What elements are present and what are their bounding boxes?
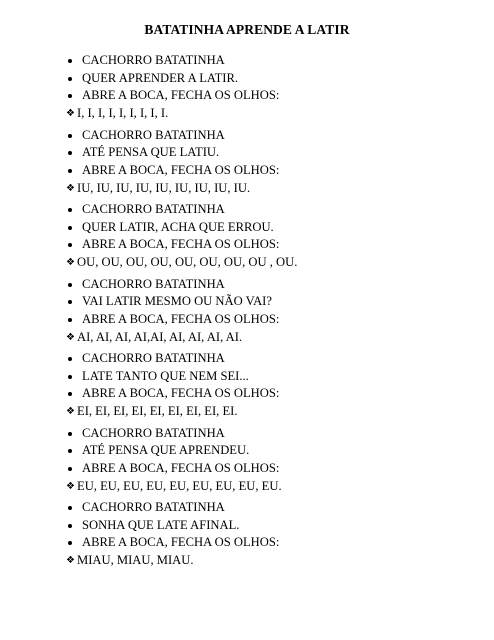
bullet-line xyxy=(66,87,466,105)
line-text: CACHORRO BATATINHA xyxy=(82,500,225,514)
refrain-text: IU, IU, IU, IU, IU, IU, IU, IU, IU. xyxy=(77,180,251,195)
stanza xyxy=(66,350,466,421)
line-text: ATÉ PENSA QUE APRENDEU. xyxy=(82,443,250,458)
line-text: ABRE A BOCA, FECHA OS OLHOS: xyxy=(82,386,280,401)
refrain-text: AI, AI, AI, AI,AI, AI, AI, AI, AI. xyxy=(77,329,243,344)
bullet-dot-icon xyxy=(68,283,72,287)
line-text: ABRE A BOCA, FECHA OS OLHOS: xyxy=(82,88,280,103)
bullet-line xyxy=(66,236,466,254)
line-text: SONHA QUE LATE AFINAL. xyxy=(82,517,240,532)
bullet-dot-icon xyxy=(68,318,72,322)
bullet-line xyxy=(66,293,466,311)
stanza xyxy=(66,201,466,272)
bullet-line xyxy=(66,385,466,403)
bullet-line xyxy=(66,219,466,237)
bullet-dot-icon xyxy=(68,94,72,98)
line-text: CACHORRO BATATINHA xyxy=(82,425,225,440)
bullet-line xyxy=(66,276,466,294)
bullet-line xyxy=(66,350,466,368)
line-text: ABRE A BOCA, FECHA OS OLHOS: xyxy=(82,535,280,550)
bullet-line xyxy=(66,144,466,162)
bullet-dot-icon xyxy=(68,541,72,545)
bullet-dot-icon xyxy=(68,77,72,81)
bullet-line xyxy=(66,534,466,552)
page-title: BATATINHA APRENDE A LATIR xyxy=(144,22,350,37)
bullet-dot-icon xyxy=(68,59,72,63)
bullet-dot-icon xyxy=(68,300,72,304)
line-text: QUER APRENDER A LATIR. xyxy=(82,70,239,85)
four-petal-diamond-icon: ❖ xyxy=(66,555,75,567)
bullet-dot-icon xyxy=(68,151,72,155)
refrain-line xyxy=(66,105,466,123)
bullet-line xyxy=(66,311,466,329)
bullet-dot-icon xyxy=(68,506,72,510)
bullet-dot-icon xyxy=(68,524,72,528)
line-text: ABRE A BOCA, FECHA OS OLHOS: xyxy=(82,311,280,326)
refrain-line xyxy=(66,403,466,421)
four-petal-diamond-icon: ❖ xyxy=(66,257,75,269)
line-text: ATÉ PENSA QUE LATIU. xyxy=(82,145,220,160)
refrain-text: MIAU, MIAU, MIAU. xyxy=(77,553,194,568)
line-text: ABRE A BOCA, FECHA OS OLHOS: xyxy=(82,162,280,177)
bullet-line xyxy=(66,425,466,443)
bullet-line xyxy=(66,201,466,219)
bullet-dot-icon xyxy=(68,467,72,471)
stanza xyxy=(66,127,466,198)
line-text: CACHORRO BATATINHA xyxy=(82,127,225,142)
bullet-dot-icon xyxy=(68,208,72,212)
bullet-dot-icon xyxy=(68,134,72,138)
line-text: CACHORRO BATATINHA xyxy=(82,202,225,216)
four-petal-diamond-icon: ❖ xyxy=(66,108,75,120)
refrain-text: EU, EU, EU, EU, EU, EU, EU, EU, EU. xyxy=(77,478,282,493)
stanza xyxy=(66,499,466,570)
refrain-text: I, I, I, I, I, I, I, I, I. xyxy=(77,106,169,121)
refrain-line xyxy=(66,552,466,570)
four-petal-diamond-icon: ❖ xyxy=(66,182,75,194)
stanza xyxy=(66,276,466,347)
bullet-dot-icon xyxy=(68,375,72,379)
bullet-line xyxy=(66,127,466,145)
bullet-dot-icon xyxy=(68,449,72,453)
bullet-line xyxy=(66,460,466,478)
stanza xyxy=(66,52,466,123)
four-petal-diamond-icon: ❖ xyxy=(66,406,75,418)
bullet-line xyxy=(66,517,466,535)
line-text: CACHORRO BATATINHA xyxy=(82,53,225,67)
refrain-text: OU, OU, OU, OU, OU, OU, OU, OU , OU. xyxy=(77,255,298,270)
refrain-line xyxy=(66,180,466,198)
line-text: QUER LATIR, ACHA QUE ERROU. xyxy=(82,219,274,234)
refrain-line xyxy=(66,329,466,347)
line-text: ABRE A BOCA, FECHA OS OLHOS: xyxy=(82,237,280,252)
bullet-line xyxy=(66,162,466,180)
line-text: VAI LATIR MESMO OU NÃO VAI? xyxy=(82,294,272,309)
refrain-line xyxy=(66,478,466,496)
line-text: CACHORRO BATATINHA xyxy=(82,276,225,291)
bullet-dot-icon xyxy=(68,243,72,247)
bullet-line xyxy=(66,70,466,88)
bullet-line xyxy=(66,368,466,386)
refrain-text: EI, EI, EI, EI, EI, EI, EI, EI, EI. xyxy=(77,404,238,419)
bullet-dot-icon xyxy=(68,392,72,396)
line-text: LATE TANTO QUE NEM SEI... xyxy=(82,368,249,383)
bullet-line xyxy=(66,442,466,460)
line-text: CACHORRO BATATINHA xyxy=(82,351,225,365)
bullet-dot-icon xyxy=(68,226,72,230)
line-text: ABRE A BOCA, FECHA OS OLHOS: xyxy=(82,460,280,475)
four-petal-diamond-icon: ❖ xyxy=(66,480,75,492)
refrain-line xyxy=(66,254,466,272)
stanza xyxy=(66,425,466,496)
bullet-dot-icon xyxy=(68,432,72,436)
bullet-line xyxy=(66,499,466,517)
four-petal-diamond-icon: ❖ xyxy=(66,331,75,343)
bullet-line xyxy=(66,52,466,70)
bullet-dot-icon xyxy=(68,169,72,173)
bullet-dot-icon xyxy=(68,357,72,361)
